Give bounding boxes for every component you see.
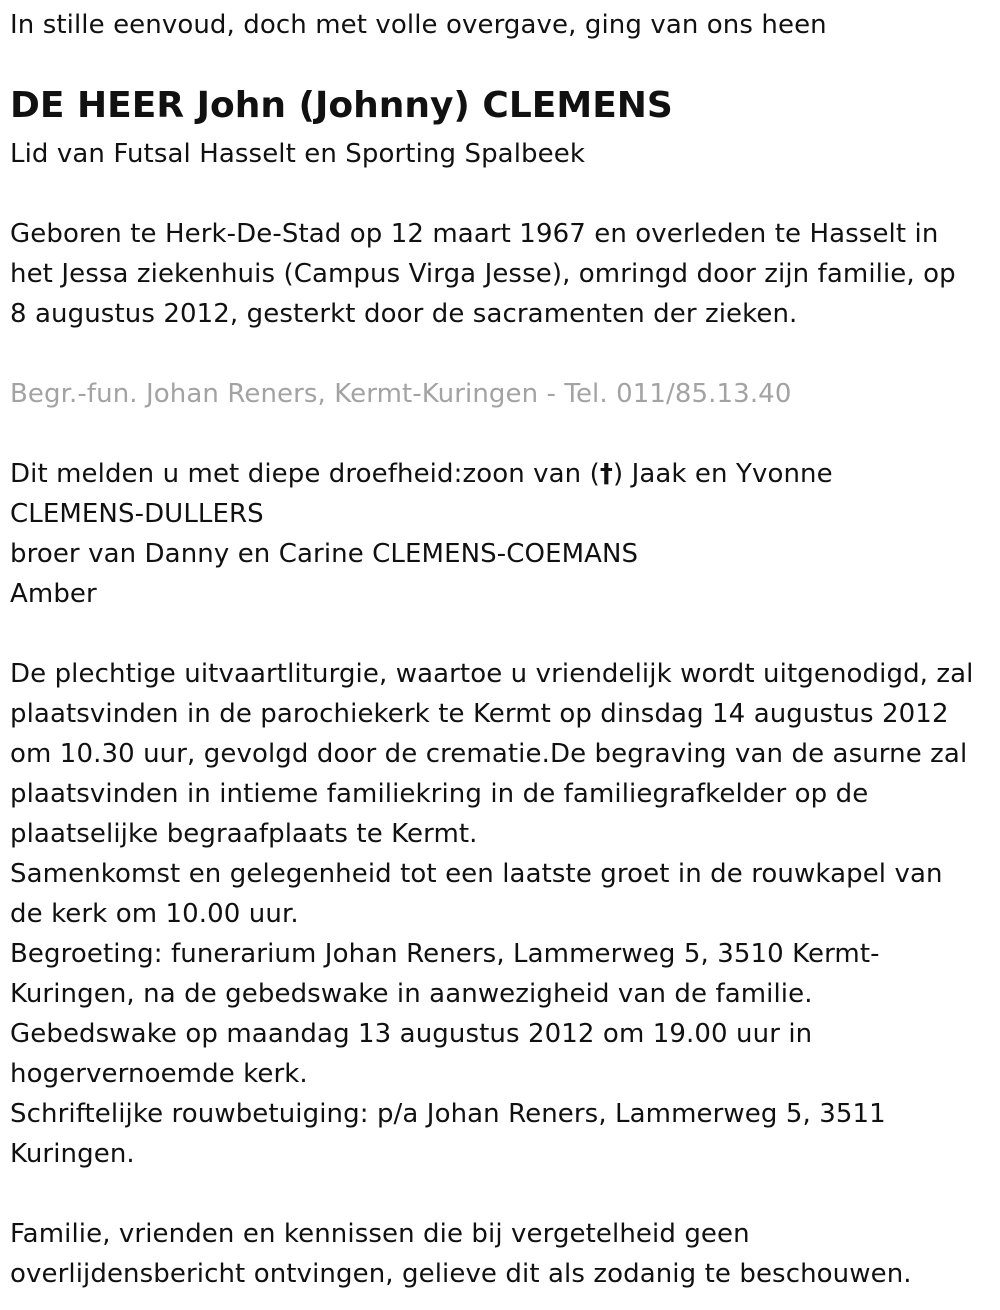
ceremony-line: plaatselijke begraafplaats te Kermt. [10,819,478,849]
family-line-prefix: Dit melden u met diepe droefheid:zoon van ( [10,459,600,489]
family-line-suffix: ) Jaak en Yvonne [612,459,833,489]
birth-line: 8 augustus 2012, gesterkt door de sacramenten der zieken. [10,299,798,329]
closing-paragraph [10,1214,912,1294]
ceremony-line: plaatsvinden in intieme familiekring in de familiegrafkelder op de [10,779,869,809]
closing-line: overlijdensbericht ontvingen, gelieve dit als zodanig te beschouwen. [10,1259,912,1289]
funeral-home-line: Begr.-fun. Johan Reners, Kermt-Kuringen - Tel. 011/85.13.40 [10,379,792,409]
family-line [10,454,833,494]
membership-line: Lid van Futsal Hasselt en Sporting Spalbeek [10,139,585,169]
deceased-name: DE HEER John (Johnny) CLEMENS [10,85,673,126]
ceremony-line: Kuringen. [10,1139,135,1169]
family-line: Amber [10,579,97,609]
ceremony-line: Kuringen, na de gebedswake in aanwezigheid van de familie. [10,979,813,1009]
family-line: broer van Danny en Carine CLEMENS-COEMANS [10,539,639,569]
ceremony-line: Schriftelijke rouwbetuiging: p/a Johan Reners, Lammerweg 5, 3511 [10,1099,886,1129]
ceremony-line: De plechtige uitvaartliturgie, waartoe u vriendelijk wordt uitgenodigd, zal [10,659,974,689]
intro-text: In stille eenvoud, doch met volle overgave, ging van ons heen [10,10,827,40]
ceremony-line: Samenkomst en gelegenheid tot een laatste groet in de rouwkapel van [10,859,943,889]
family-line: CLEMENS-DULLERS [10,499,264,529]
family-announcement [10,454,833,614]
funeral-home-info [10,374,791,414]
ceremony-line: de kerk om 10.00 uur. [10,899,299,929]
birth-line: het Jessa ziekenhuis (Campus Virga Jesse), omringd door zijn familie, op [10,259,956,289]
ceremony-line: Begroeting: funerarium Johan Reners, Lammerweg 5, 3510 Kermt- [10,939,880,969]
closing-line: Familie, vrienden en kennissen die bij vergetelheid geen [10,1219,750,1249]
membership-text [10,134,585,174]
ceremony-line: hogervernoemde kerk. [10,1059,308,1089]
ceremony-paragraph [10,654,974,1174]
ceremony-line: om 10.30 uur, gevolgd door de crematie.De begraving van de asurne zal [10,739,968,769]
cross-icon: † [599,459,613,489]
birth-death-paragraph [10,214,956,334]
birth-line: Geboren te Herk-De-Stad op 12 maart 1967 en overleden te Hasselt in [10,219,939,249]
ceremony-line: plaatsvinden in de parochiekerk te Kermt op dinsdag 14 augustus 2012 [10,699,949,729]
ceremony-line: Gebedswake op maandag 13 augustus 2012 om 19.00 uur in [10,1019,813,1049]
